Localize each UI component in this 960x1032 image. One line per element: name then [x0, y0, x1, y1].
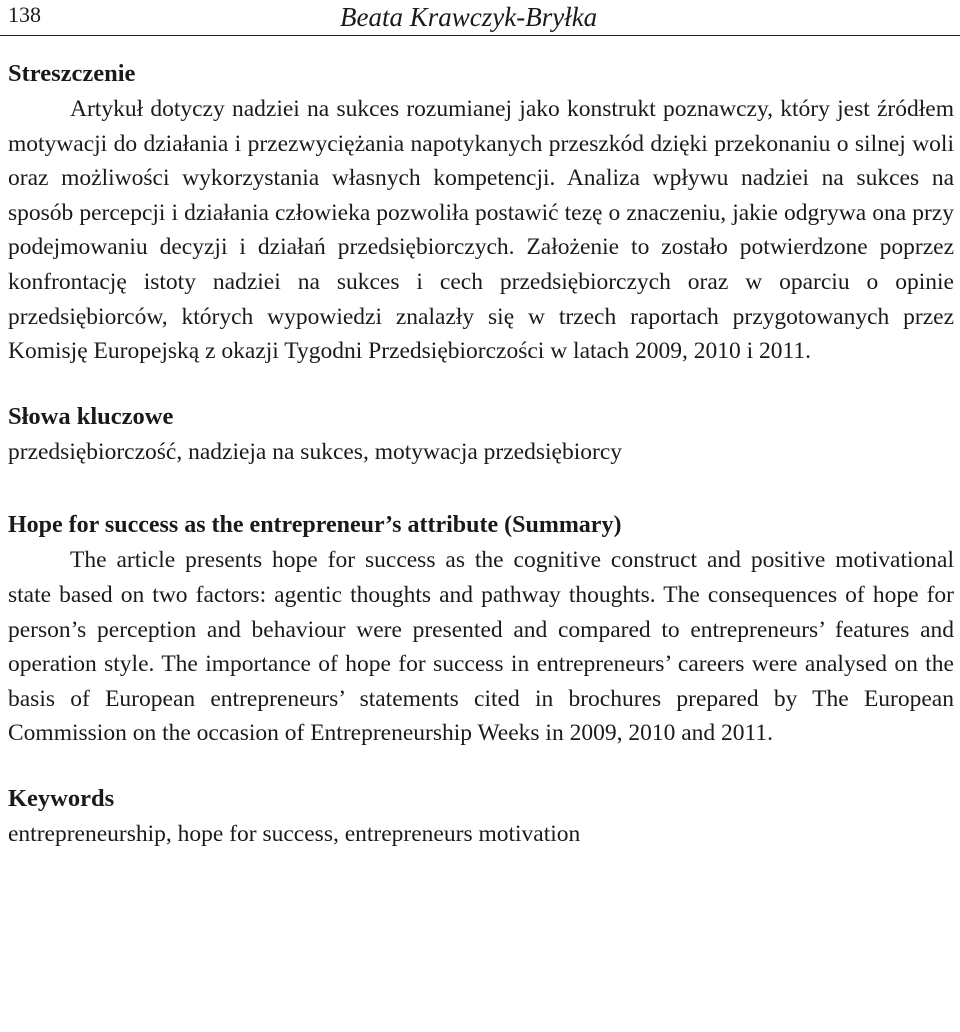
page-number: 138: [8, 2, 41, 27]
keywords-polish-text: przedsiębiorczość, nadzieja na sukces, motywacja przedsiębiorcy: [8, 438, 622, 465]
keywords-polish: [8, 399, 954, 470]
running-header-author: Beata Krawczyk-Bryłka: [340, 2, 598, 32]
keywords-english-text: entrepreneurship, hope for success, entrepreneurs motivation: [8, 820, 581, 847]
abstract-polish: [8, 56, 954, 369]
keywords-english-heading: Keywords: [8, 784, 115, 812]
abstract-heading: Streszczenie: [8, 60, 136, 87]
summary-english: [8, 507, 954, 751]
keywords-english: [8, 781, 954, 852]
summary-text: The article presents hope for success as the cognitive construct and positive motivational state based on two factors: agentic thoughts and pathway thoughts. The consequences of hope for person’s perception and behaviour were presented and compared to entrepreneurs’ features and operation style. The importance of hope for success in entrepreneurs’ careers were analysed on the basis of European entrepreneurs’ statements cited in brochures prepared by The European Commission on the occasion of Entrepreneurship Weeks in 2009, 2010 and 2011.: [8, 547, 954, 747]
keywords-polish-heading: Słowa kluczowe: [8, 402, 174, 430]
running-header: [0, 0, 960, 36]
abstract-text: Artykuł dotyczy nadziei na sukces rozumianej jako konstrukt poznawczy, który jest źródłem motywacji do działania i przezwyciężania napotykanych przeszkód dzięki przekonaniu o silnej woli oraz możliwości wykorzystania własnych kompetencji. Analiza wpływu nadziei na sukces na sposób percepcji i działania człowieka pozwoliła postawić tezę o znaczeniu, jakie odgrywa ona przy podejmowaniu decyzji i działań przedsiębiorczych. Założenie to zostało potwierdzone poprzez konfrontację istoty nadziei na sukces i cech przedsiębiorczych oraz w oparciu o opinie przedsiębiorców, których wypowiedzi znalazły się w trzech raportach przygotowanych przez Komisję Europejską z okazji Tygodni Przedsiębiorczości w latach 2009, 2010 i 2011.: [8, 96, 954, 365]
page-content: [8, 56, 954, 852]
summary-heading: Hope for success as the entrepreneur’s attribute (Summary): [8, 512, 622, 539]
